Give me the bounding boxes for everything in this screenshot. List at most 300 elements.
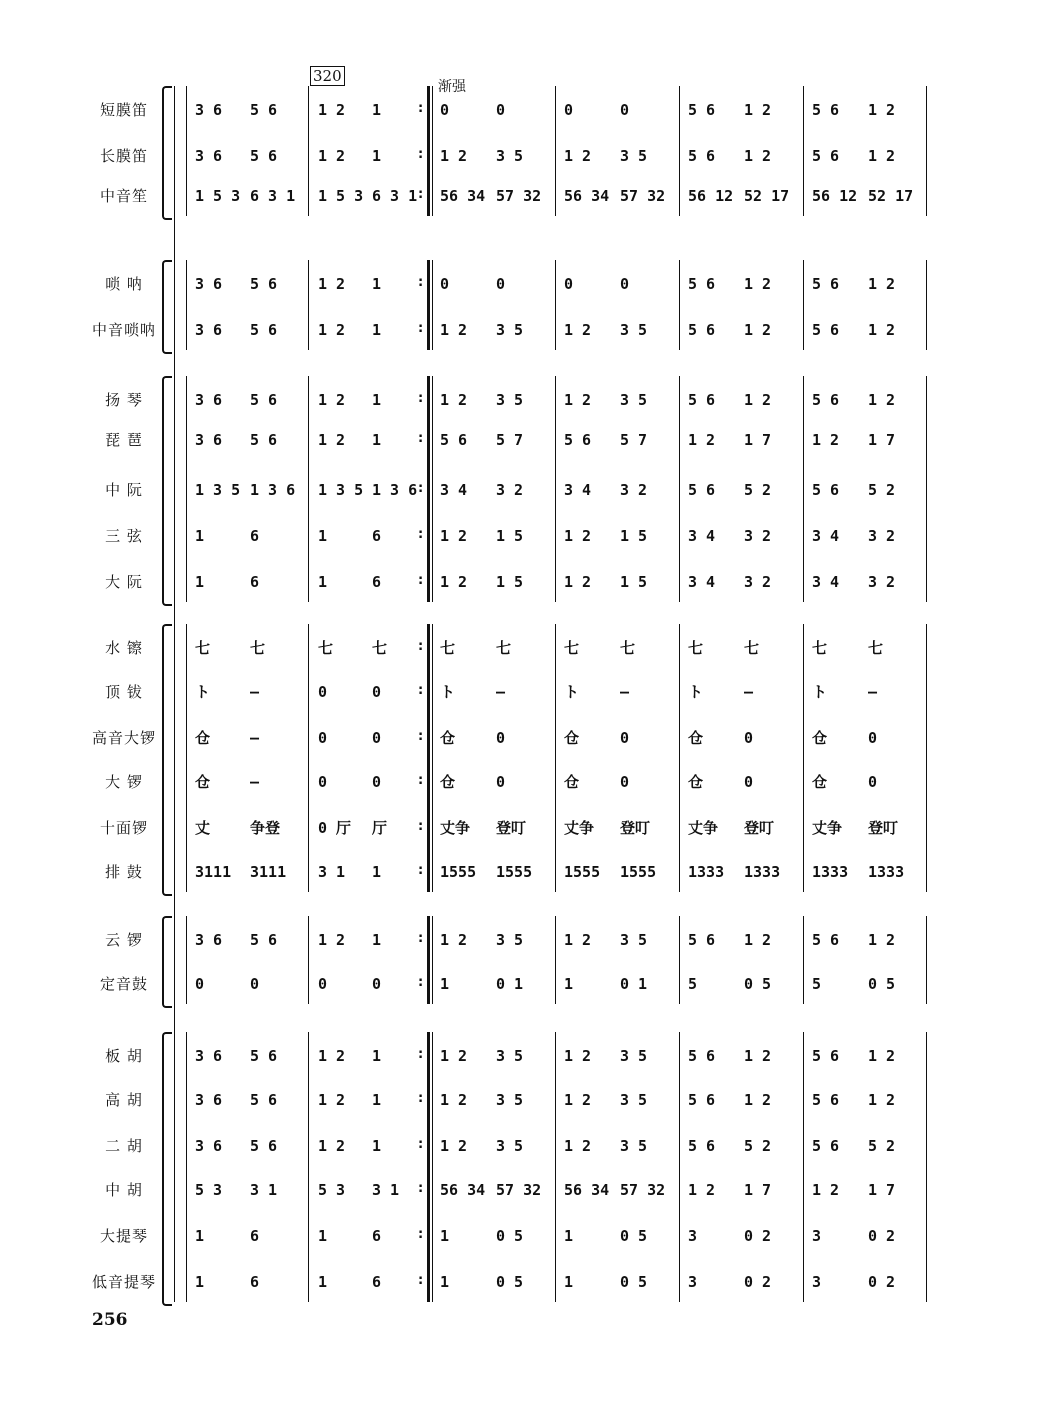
note-cell: 1 2 <box>688 1181 716 1199</box>
instrument-label: 十面锣 <box>99 819 148 837</box>
note-cell: 3 2 <box>496 481 524 499</box>
note-cell: 5 6 <box>440 431 468 449</box>
note-cell: 3 5 <box>620 321 648 339</box>
barline <box>926 86 927 216</box>
note-cell: 3 6 <box>195 931 223 949</box>
note-cell: 七 <box>440 639 456 657</box>
note-cell: 1555 <box>620 863 657 881</box>
barline <box>679 376 680 602</box>
note-cell: 1 7 <box>744 431 772 449</box>
note-cell: 5 6 <box>812 1137 840 1155</box>
note-cell: 登叮 <box>620 819 651 837</box>
note-cell: 1 2 <box>318 275 346 293</box>
note-cell: 5 2 <box>868 481 896 499</box>
instrument-label: 中 阮 <box>105 481 143 499</box>
note-cell: 56 12 <box>812 187 858 205</box>
note-cell: 5 6 <box>812 1091 840 1109</box>
note-cell: 3 4 <box>812 527 840 545</box>
note-cell: 3 2 <box>744 527 772 545</box>
note-cell: 1 2 <box>564 1091 592 1109</box>
note-cell: 1 5 <box>620 527 648 545</box>
barline <box>555 86 556 216</box>
note-cell: 1 2 <box>868 275 896 293</box>
note-cell: 1 2 <box>564 147 592 165</box>
note-cell: 仓 <box>440 773 456 791</box>
note-cell: – <box>250 773 260 791</box>
repeat-dots: : <box>418 101 424 116</box>
note-cell: 3 1 <box>372 1181 400 1199</box>
start-barline <box>186 1032 187 1302</box>
note-cell: 1 <box>564 975 574 993</box>
barline <box>926 624 927 892</box>
note-cell: 5 6 <box>688 147 716 165</box>
note-cell: 1 3 6 <box>250 481 296 499</box>
note-cell: 1 7 <box>868 1181 896 1199</box>
repeat-dots: : <box>418 431 424 446</box>
note-cell: 1 2 <box>318 1137 346 1155</box>
instrument-label: 大 阮 <box>105 573 143 591</box>
instrument-label: 顶 钹 <box>105 683 143 701</box>
note-cell: 1 2 <box>440 321 468 339</box>
note-cell: 1 <box>440 975 450 993</box>
note-cell: 0 5 <box>496 1227 524 1245</box>
note-cell: 0 <box>564 101 574 119</box>
instrument-label: 中音笙 <box>99 187 148 205</box>
repeat-double-barline <box>427 916 433 1004</box>
note-cell: 5 6 <box>812 1047 840 1065</box>
note-cell: 0 <box>195 975 205 993</box>
note-cell: 1555 <box>440 863 477 881</box>
note-cell: 1 2 <box>318 1047 346 1065</box>
note-cell: 1 <box>372 321 382 339</box>
note-cell: 3 6 <box>195 431 223 449</box>
note-cell: 0 5 <box>620 1273 648 1291</box>
note-cell: 0 <box>496 101 506 119</box>
note-cell: 七 <box>744 639 760 657</box>
repeat-dots: : <box>418 931 424 946</box>
note-cell: 3 5 <box>496 147 524 165</box>
note-cell: 3 <box>812 1273 822 1291</box>
note-cell: 6 <box>250 1273 260 1291</box>
barline <box>555 916 556 1004</box>
system-line <box>174 86 175 1302</box>
note-cell: 1 <box>372 147 382 165</box>
note-cell: 1 <box>195 527 205 545</box>
note-cell: 5 6 <box>688 931 716 949</box>
note-cell: 厅 <box>372 819 388 837</box>
note-cell: 0 2 <box>744 1227 772 1245</box>
instrument-label: 板 胡 <box>105 1047 143 1065</box>
note-cell: 仓 <box>688 773 704 791</box>
note-cell: 5 6 <box>250 275 278 293</box>
note-cell: 1555 <box>564 863 601 881</box>
note-cell: 1 2 <box>440 1137 468 1155</box>
note-cell: ト <box>564 683 580 701</box>
note-cell: 1 5 3 <box>195 187 241 205</box>
note-cell: 1 2 <box>564 573 592 591</box>
repeat-dots: : <box>418 729 424 744</box>
repeat-double-barline <box>427 1032 433 1302</box>
note-cell: 3 5 <box>496 321 524 339</box>
instrument-label: 高 胡 <box>105 1091 143 1109</box>
note-cell: 1 2 <box>744 1047 772 1065</box>
repeat-dots: : <box>418 1091 424 1106</box>
note-cell: 仓 <box>440 729 456 747</box>
barline <box>555 1032 556 1302</box>
note-cell: 仓 <box>195 729 211 747</box>
note-cell: 5 6 <box>812 101 840 119</box>
group-brace <box>162 916 172 1008</box>
note-cell: 1 5 <box>620 573 648 591</box>
note-cell: 七 <box>496 639 512 657</box>
note-cell: 1 2 <box>440 573 468 591</box>
instrument-label: 中音唢呐 <box>91 321 156 339</box>
barline <box>555 260 556 350</box>
note-cell: 0 5 <box>868 975 896 993</box>
note-cell: 3 <box>688 1273 698 1291</box>
barline <box>679 916 680 1004</box>
note-cell: 1 2 <box>564 391 592 409</box>
note-cell: – <box>250 683 260 701</box>
repeat-dots: : <box>418 573 424 588</box>
note-cell: 3 1 <box>250 1181 278 1199</box>
note-cell: 七 <box>868 639 884 657</box>
note-cell: 七 <box>372 639 388 657</box>
note-cell: 3 6 <box>195 321 223 339</box>
note-cell: 0 <box>250 975 260 993</box>
barline <box>308 376 309 602</box>
barline <box>679 624 680 892</box>
note-cell: 1 2 <box>744 101 772 119</box>
note-cell: 1 <box>195 573 205 591</box>
note-cell: 3 6 <box>195 1091 223 1109</box>
note-cell: 5 6 <box>812 275 840 293</box>
note-cell: 3 <box>812 1227 822 1245</box>
note-cell: 5 6 <box>688 101 716 119</box>
note-cell: 5 6 <box>564 431 592 449</box>
note-cell: 仓 <box>195 773 211 791</box>
rehearsal-mark: 320 <box>310 66 345 86</box>
instrument-label: 水 镲 <box>105 639 143 657</box>
barline <box>803 86 804 216</box>
barline <box>308 916 309 1004</box>
note-cell: 5 6 <box>250 391 278 409</box>
note-cell: 6 <box>372 527 382 545</box>
note-cell: 5 2 <box>744 1137 772 1155</box>
note-cell: 1 2 <box>744 147 772 165</box>
note-cell: 0 <box>620 773 630 791</box>
note-cell: 七 <box>620 639 636 657</box>
note-cell: 1 5 <box>496 527 524 545</box>
barline <box>803 376 804 602</box>
note-cell: 1 2 <box>744 321 772 339</box>
start-barline <box>186 916 187 1004</box>
barline <box>926 376 927 602</box>
note-cell: 3 6 <box>195 1137 223 1155</box>
group-brace <box>162 260 172 354</box>
note-cell: 3 6 <box>195 147 223 165</box>
note-cell: 5 6 <box>812 391 840 409</box>
instrument-label: 高音大锣 <box>91 729 156 747</box>
instrument-label: 三 弦 <box>105 527 143 545</box>
note-cell: 3 5 <box>620 1047 648 1065</box>
note-cell: 5 6 <box>812 147 840 165</box>
note-cell: 3 <box>688 1227 698 1245</box>
note-cell: 0 <box>318 683 328 701</box>
note-cell: 0 <box>868 729 878 747</box>
note-cell: 6 3 1 <box>372 187 418 205</box>
note-cell: 1 2 <box>868 147 896 165</box>
note-cell: 5 2 <box>744 481 772 499</box>
note-cell: 3 4 <box>812 573 840 591</box>
note-cell: – <box>250 729 260 747</box>
note-cell: 0 2 <box>868 1227 896 1245</box>
note-cell: 0 厅 <box>318 819 352 837</box>
note-cell: 1 2 <box>744 931 772 949</box>
note-cell: 3 6 <box>195 1047 223 1065</box>
group-brace <box>162 624 172 896</box>
note-cell: 1333 <box>744 863 781 881</box>
note-cell: 5 6 <box>250 1137 278 1155</box>
group-brace <box>162 376 172 606</box>
instrument-label: 短膜笛 <box>99 101 148 119</box>
note-cell: 1 <box>372 863 382 881</box>
note-cell: 0 <box>868 773 878 791</box>
barline <box>803 916 804 1004</box>
note-cell: 0 <box>496 275 506 293</box>
note-cell: 1 3 5 <box>195 481 241 499</box>
note-cell: 0 <box>744 729 754 747</box>
barline <box>803 1032 804 1302</box>
barline <box>555 376 556 602</box>
note-cell: 1 2 <box>812 431 840 449</box>
note-cell: 丈争 <box>688 819 719 837</box>
note-cell: 57 32 <box>496 1181 542 1199</box>
note-cell: 1 3 6 <box>372 481 418 499</box>
note-cell: 1333 <box>868 863 905 881</box>
note-cell: 56 12 <box>688 187 734 205</box>
note-cell: 3 5 <box>496 391 524 409</box>
note-cell: 1 2 <box>868 1047 896 1065</box>
note-cell: 3 6 <box>195 391 223 409</box>
note-cell: 七 <box>688 639 704 657</box>
note-cell: 3 2 <box>868 573 896 591</box>
note-cell: 5 6 <box>688 391 716 409</box>
note-cell: 1 2 <box>868 931 896 949</box>
repeat-dots: : <box>418 391 424 406</box>
note-cell: – <box>868 683 878 701</box>
note-cell: 争登 <box>250 819 281 837</box>
note-cell: 1 <box>372 1091 382 1109</box>
note-cell: 1 2 <box>318 101 346 119</box>
note-cell: 1 7 <box>744 1181 772 1199</box>
start-barline <box>186 86 187 216</box>
note-cell: – <box>620 683 630 701</box>
note-cell: 1 <box>440 1227 450 1245</box>
barline <box>679 260 680 350</box>
note-cell: 3 5 <box>496 1137 524 1155</box>
note-cell: 5 6 <box>688 481 716 499</box>
repeat-dots: : <box>418 275 424 290</box>
note-cell: 0 <box>496 729 506 747</box>
repeat-dots: : <box>418 1137 424 1152</box>
note-cell: 0 1 <box>620 975 648 993</box>
instrument-label: 大提琴 <box>99 1227 148 1245</box>
barline <box>308 86 309 216</box>
repeat-dots: : <box>418 819 424 834</box>
note-cell: 1 2 <box>318 431 346 449</box>
note-cell: 1 2 <box>318 321 346 339</box>
note-cell: 1 <box>564 1273 574 1291</box>
note-cell: 5 6 <box>250 1047 278 1065</box>
note-cell: – <box>496 683 506 701</box>
note-cell: 1 2 <box>688 431 716 449</box>
note-cell: 仓 <box>812 773 828 791</box>
note-cell: 1 2 <box>564 527 592 545</box>
repeat-double-barline <box>427 376 433 602</box>
note-cell: 1 2 <box>318 147 346 165</box>
note-cell: 5 6 <box>812 931 840 949</box>
note-cell: 仓 <box>688 729 704 747</box>
note-cell: 0 <box>318 729 328 747</box>
note-cell: 1 <box>372 1047 382 1065</box>
barline <box>555 624 556 892</box>
note-cell: 1 <box>318 1273 328 1291</box>
repeat-dots: : <box>418 481 424 496</box>
repeat-double-barline <box>427 624 433 892</box>
barline <box>926 260 927 350</box>
note-cell: 1 <box>318 527 328 545</box>
note-cell: 1 <box>372 101 382 119</box>
note-cell: 3 5 <box>620 391 648 409</box>
note-cell: 1 2 <box>318 1091 346 1109</box>
note-cell: 3111 <box>195 863 232 881</box>
repeat-dots: : <box>418 147 424 162</box>
note-cell: 52 17 <box>868 187 914 205</box>
page-number: 256 <box>92 1310 128 1330</box>
note-cell: 5 6 <box>250 931 278 949</box>
start-barline <box>186 260 187 350</box>
note-cell: 5 6 <box>250 147 278 165</box>
note-cell: 1 <box>372 391 382 409</box>
note-cell: 0 <box>318 773 328 791</box>
note-cell: 0 <box>440 275 450 293</box>
note-cell: 5 3 <box>195 1181 223 1199</box>
note-cell: 5 6 <box>688 1137 716 1155</box>
note-cell: 3 5 <box>620 931 648 949</box>
barline <box>926 916 927 1004</box>
note-cell: 3 6 <box>195 101 223 119</box>
note-cell: 登叮 <box>744 819 775 837</box>
note-cell: 52 17 <box>744 187 790 205</box>
repeat-dots: : <box>418 1181 424 1196</box>
note-cell: 七 <box>250 639 266 657</box>
instrument-label: 低音提琴 <box>91 1273 156 1291</box>
note-cell: 1333 <box>688 863 725 881</box>
repeat-dots: : <box>418 527 424 542</box>
note-cell: 1 <box>372 1137 382 1155</box>
group-brace <box>162 1032 172 1306</box>
note-cell: 3 5 <box>620 1137 648 1155</box>
note-cell: 1 2 <box>564 1047 592 1065</box>
repeat-dots: : <box>418 1227 424 1242</box>
note-cell: 仓 <box>564 729 580 747</box>
repeat-dots: : <box>418 1273 424 1288</box>
note-cell: 5 2 <box>868 1137 896 1155</box>
note-cell: 1 5 <box>496 573 524 591</box>
repeat-dots: : <box>418 639 424 654</box>
note-cell: 七 <box>564 639 580 657</box>
note-cell: 七 <box>812 639 828 657</box>
note-cell: 1 2 <box>440 1091 468 1109</box>
note-cell: 5 6 <box>812 321 840 339</box>
note-cell: 1 2 <box>318 391 346 409</box>
note-cell: 5 <box>688 975 698 993</box>
instrument-label: 唢 呐 <box>105 275 143 293</box>
note-cell: 56 34 <box>564 187 610 205</box>
instrument-label: 扬 琴 <box>105 391 143 409</box>
note-cell: 3 5 <box>620 1091 648 1109</box>
note-cell: 1 2 <box>440 527 468 545</box>
note-cell: 3 4 <box>688 527 716 545</box>
note-cell: 3 6 <box>195 275 223 293</box>
note-cell: 1 2 <box>744 391 772 409</box>
note-cell: 57 32 <box>620 1181 666 1199</box>
note-cell: 1333 <box>812 863 849 881</box>
note-cell: 0 <box>372 729 382 747</box>
note-cell: 0 5 <box>744 975 772 993</box>
note-cell: 丈争 <box>564 819 595 837</box>
repeat-dots: : <box>418 863 424 878</box>
note-cell: 5 6 <box>812 481 840 499</box>
note-cell: 0 <box>372 773 382 791</box>
note-cell: 6 <box>250 1227 260 1245</box>
barline <box>803 260 804 350</box>
note-cell: 丈争 <box>440 819 471 837</box>
note-cell: 1555 <box>496 863 533 881</box>
barline <box>308 624 309 892</box>
note-cell: 1 <box>440 1273 450 1291</box>
note-cell: 0 5 <box>496 1273 524 1291</box>
note-cell: 5 6 <box>688 321 716 339</box>
note-cell: 3 2 <box>868 527 896 545</box>
start-barline <box>186 624 187 892</box>
note-cell: 1 2 <box>440 931 468 949</box>
note-cell: – <box>744 683 754 701</box>
note-cell: 1 2 <box>868 321 896 339</box>
barline <box>803 624 804 892</box>
note-cell: 5 6 <box>250 321 278 339</box>
instrument-label: 长膜笛 <box>99 147 148 165</box>
note-cell: 56 34 <box>564 1181 610 1199</box>
repeat-dots: : <box>418 683 424 698</box>
note-cell: 七 <box>318 639 334 657</box>
note-cell: 1 <box>195 1227 205 1245</box>
instrument-label: 排 鼓 <box>105 863 143 881</box>
barline <box>679 1032 680 1302</box>
note-cell: ト <box>440 683 456 701</box>
repeat-dots: : <box>418 187 424 202</box>
note-cell: 5 3 <box>318 1181 346 1199</box>
barline <box>926 1032 927 1302</box>
note-cell: ト <box>688 683 704 701</box>
note-cell: 57 32 <box>496 187 542 205</box>
repeat-dots: : <box>418 975 424 990</box>
note-cell: 1 2 <box>744 275 772 293</box>
note-cell: 0 <box>372 975 382 993</box>
note-cell: 0 <box>318 975 328 993</box>
note-cell: 1 2 <box>318 931 346 949</box>
